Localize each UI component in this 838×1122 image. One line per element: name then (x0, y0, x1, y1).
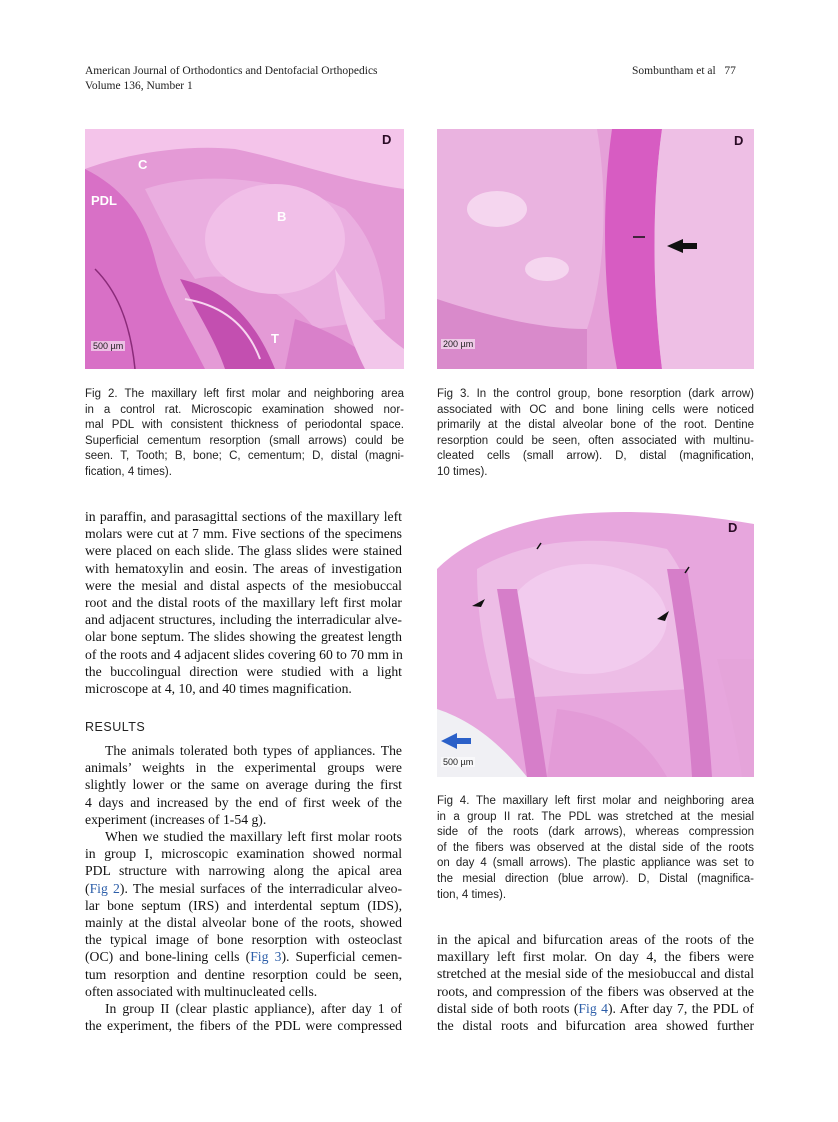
figure-4-micrograph (437, 509, 754, 777)
text-fragment: (OC) and bone-lining cells ( (85, 949, 251, 965)
figure-3-link[interactable]: Fig 3 (250, 949, 282, 965)
text-line: When we studied the maxillary left first molar roots (105, 829, 402, 845)
figure-3-image (437, 129, 754, 369)
caption-line: seen. T, Tooth; B, bone; C, cementum; D, distal (magni- (85, 450, 404, 463)
text-line: were placed on each slide. The glass slides were stained (85, 543, 402, 559)
caption-line: Superficial cementum resorption (small arrows) could be (85, 434, 404, 447)
text-line: lar bone septum (IRS) and interdental septum (IDS), (85, 897, 402, 913)
caption-line: in a control rat. Microscopic examination showed nor- (85, 403, 404, 416)
scale-bar-label: 500 µm (93, 341, 124, 351)
text-line: the experiment, the fibers of the PDL were compressed (85, 1018, 402, 1034)
caption-line: in a group II rat. The PDL was stretched at the mesial (437, 810, 754, 823)
label-d: D (734, 133, 744, 148)
text-line: were the mesial and distal aspects of the mesiobuccal (85, 577, 402, 593)
text-line: the buccolingual direction were studied with a light (85, 663, 402, 679)
figure-4-link[interactable]: Fig 4 (578, 1000, 608, 1016)
text-line (437, 1000, 754, 1017)
figure-2-caption (85, 387, 404, 481)
running-header-volume: Volume 136, Number 1 (85, 80, 193, 92)
scale-bar-label: 200 µm (443, 339, 474, 349)
text-line (85, 948, 402, 965)
text-line: molars were cut at 7 mm. Five sections of the specimens (85, 526, 402, 542)
figure-3-caption (437, 387, 754, 481)
caption-line: on day 4 (small arrows). The plastic appliance was set to (437, 857, 754, 870)
authors: Sombuntham et al (632, 65, 716, 77)
text-line: olar bone septum. The slides showing the greatest length (85, 629, 402, 645)
caption-line: associated with OC and bone lining cells were noticed (437, 403, 754, 416)
text-line: the distal roots and bifurcation area showed further (437, 1018, 754, 1034)
text-line (85, 880, 402, 897)
text-fragment: ( (85, 880, 90, 896)
text-line: roots, and compression of the fibers was observed at the (437, 983, 754, 999)
label-b: B (277, 209, 287, 224)
text-line: tum resorption and dentine resorption could be seen, (85, 966, 402, 982)
text-fragment: ). The mesial surfaces of the interradicular alveo- (119, 880, 403, 896)
text-line: microscope at 4, 10, and 40 times magnification. (85, 681, 352, 697)
text-line: in group I, microscopic examination showed normal (85, 846, 402, 862)
text-fragment: ). After day 7, the PDL of (607, 1000, 754, 1016)
results-text (85, 742, 402, 1034)
figure-2-micrograph (85, 129, 404, 369)
caption-line: tion, 4 times). (437, 888, 507, 901)
caption-line: cleated cells (small arrow). D, distal (magnification, (437, 450, 754, 463)
figure-4-caption (437, 794, 754, 903)
text-fragment: ). Superficial cemen- (281, 949, 403, 965)
label-c: C (138, 157, 148, 172)
text-line: animals’ weights in the experimental groups were (85, 760, 402, 776)
label-t: T (271, 331, 279, 346)
caption-line: fication, 4 times). (85, 465, 172, 478)
caption-line: resorption could be seen, often associated with multinu- (437, 434, 754, 447)
text-line: in paraffin, and parasagittal sections of the maxillary left (85, 509, 402, 524)
caption-line: Fig 3. In the control group, bone resorption (dark arrow) (437, 388, 754, 400)
caption-line: side of the roots (dark arrows), whereas compression (437, 826, 754, 839)
page-number: 77 (724, 65, 736, 77)
scale-bar-label: 500 µm (443, 757, 474, 767)
section-heading-results: RESULTS (85, 720, 146, 734)
text-line: slightly lower or the same on average during the first (85, 777, 402, 793)
running-header-journal: American Journal of Orthodontics and Dentofacial Orthopedics (85, 65, 378, 77)
figure-2-image (85, 129, 404, 369)
text-fragment: distal side of both roots ( (437, 1000, 579, 1016)
text-line: experiment (increases of 1-54 g). (85, 811, 267, 827)
caption-line: primarily at the distal alveolar bone of the root. Dentine (437, 419, 754, 432)
caption-line: mal PDL with consistent thickness of periodontal space. (85, 419, 404, 432)
text-line: root and the distal roots of the maxillary left first molar (85, 595, 402, 611)
text-line: with hematoxylin and eosin. The areas of investigation (85, 560, 402, 576)
text-line: The animals tolerated both types of appliances. The (105, 743, 402, 758)
label-d: D (382, 132, 392, 147)
text-line: and adjacent structures, including the interradicular alve- (85, 612, 402, 628)
text-line: the typical image of bone resorption with osteoclast (85, 932, 402, 948)
figure-4-image (437, 509, 754, 777)
caption-line: the mesial direction (blue arrow). D, Distal (magnifica- (437, 872, 754, 885)
label-d: D (728, 520, 738, 535)
text-line: In group II (clear plastic appliance), after day 1 of (105, 1001, 402, 1017)
caption-line: Fig 4. The maxillary left first molar and neighboring area (437, 795, 754, 807)
text-line: PDL structure with narrowing along the apical area (85, 863, 402, 879)
text-line: of the roots and 4 adjacent slides covering 60 to 70 mm in (85, 646, 403, 662)
running-header-authors (632, 64, 736, 79)
text-line: 4 days and increased by the end of first week of the (85, 794, 402, 810)
figure-3-micrograph (437, 129, 754, 369)
text-line: maxillary left first molar. On day 4, the fibers were (437, 949, 754, 965)
label-pdl: PDL (91, 193, 117, 208)
caption-line: 10 times). (437, 465, 488, 478)
text-line: in the apical and bifurcation areas of the roots of the (437, 932, 754, 947)
caption-line: Fig 2. The maxillary left first molar and neighboring area (85, 388, 404, 400)
figure-2-link[interactable]: Fig 2 (89, 880, 120, 896)
results-continued (437, 931, 754, 1034)
caption-line: of the fibers was observed at the distal side of the roots (437, 841, 754, 854)
text-line: mainly at the distal alveolar bone of the roots, showed (85, 915, 402, 931)
methods-paragraph (85, 508, 402, 697)
text-line: often associated with multinucleated cells. (85, 983, 318, 999)
text-line: stretched at the mesial side of the mesiobuccal and distal (437, 966, 754, 982)
